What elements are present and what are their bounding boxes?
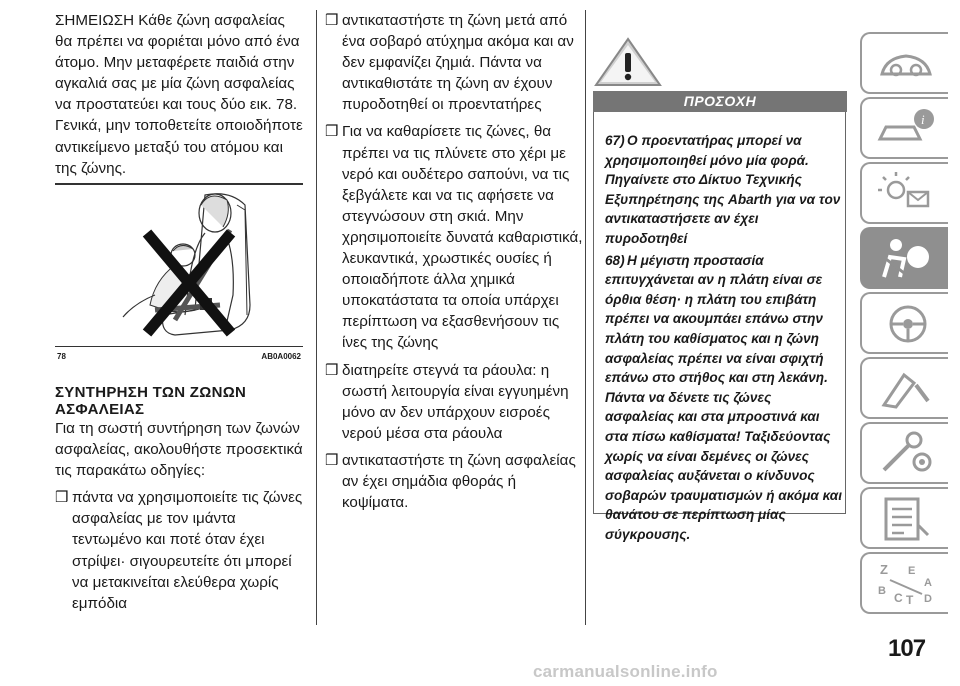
index-letter: C — [894, 591, 903, 605]
column-divider-1 — [316, 10, 317, 625]
car-dashboard-icon — [874, 40, 938, 88]
warning-item-text: Ο προεντατήρας μπορεί να χρησιμοποιηθεί μόνο μία φορά. Πηγαίνετε στο Δίκτυο Τεχνικής Εξυπηρέτησης της Abarth για να τον αντικαταστήσετε αν έχει πυροδοτηθεί — [605, 133, 841, 246]
section-title-line2: ΑΣΦΑΛΕΙΑΣ — [55, 401, 145, 418]
warning-item-68 — [605, 251, 843, 545]
figure-code: AB0A0062 — [261, 352, 301, 361]
warning-item-67 — [605, 131, 843, 249]
column-divider-2 — [585, 10, 586, 625]
list-item — [325, 360, 583, 444]
figure-78 — [55, 183, 303, 361]
section-title — [55, 384, 305, 418]
index-letter: D — [924, 593, 932, 605]
tab-car-info[interactable] — [860, 97, 948, 159]
warning-item-number: 67) — [605, 133, 625, 148]
index-letter: A — [924, 577, 932, 589]
tab-technical-data[interactable] — [860, 487, 948, 549]
section-body-col2 — [325, 10, 583, 519]
warning-triangle-icon — [593, 36, 663, 88]
index-letter: T — [906, 593, 914, 607]
bullet-list-col2 — [325, 10, 583, 513]
warning-item-text: Η μέγιστη προστασία επιτυγχάνεται αν η πλάτη είναι σε όρθια θέση· η πλάτη του επιβάτη πρέπει να ακουμπάει επάνω στην πλάτη του καθίσματος και η ζώνη ασφαλείας πρέπει να είναι σφιχτή επάνω στο στήθος και στη λεκάνη. Πάντα να δένετε τις ζώνες ασφαλείας και στα μπροστινά και στα πίσω καθίσματα! Ταξιδεύοντας χωρίς να είναι δεμένες οι ζώνες ασφαλείας αυξάνεται ο κίνδυνος σοβαρών τραυματισμών ή ακόμα και θανάτου σε περίπτωση μίας σύγκρουσης. — [605, 252, 842, 542]
checkbox-bullet-icon: ❒ — [325, 12, 339, 29]
index-letter: Z — [880, 562, 888, 577]
section-title-line1: ΣΥΝΤΗΡΗΣΗ ΤΩΝ ΖΩΝΩΝ — [55, 384, 247, 401]
car-info-icon — [874, 105, 938, 153]
list-item-text: πάντα να χρησιμοποιείτε τις ζώνες ασφαλείας με τον ιμάντα τεντωμένο και ποτέ όταν έχει στρίψει· σιγουρευτείτε ότι μπορεί να μετακινείται ελεύθερα χωρίς εμπόδια — [72, 489, 303, 612]
warning-lights-icon — [874, 170, 938, 218]
warning-heading: ΠΡΟΣΟΧΗ — [593, 91, 847, 112]
list-item — [325, 121, 583, 353]
technical-data-icon — [874, 495, 938, 543]
tab-maintenance[interactable] — [860, 422, 948, 484]
list-item — [55, 487, 305, 614]
tab-warning-lights[interactable] — [860, 162, 948, 224]
airbag-safety-icon — [874, 235, 938, 283]
watermark[interactable]: carmanualsonline.info — [533, 662, 718, 681]
tab-starting-driving[interactable] — [860, 292, 948, 354]
bullet-list-col1 — [55, 487, 305, 614]
warning-item-number: 68) — [605, 252, 625, 268]
list-item — [325, 10, 583, 115]
tab-emergency[interactable] — [860, 357, 948, 419]
alphabetical-index-icon — [874, 560, 938, 610]
svg-text:i: i — [921, 112, 925, 127]
list-item-text: αντικαταστήστε τη ζώνη ασφαλείας αν έχει σημάδια φθοράς ή κοψίματα. — [342, 451, 576, 512]
checkbox-bullet-icon: ❒ — [55, 489, 69, 507]
list-item-text: αντικαταστήστε τη ζώνη μετά από ένα σοβαρό ατύχημα ακόμα και αν δεν εμφανίζει ζημιά. Πάντα να αντικαθιστάτε τη ζώνη αν έχουν πυροδοτηθεί οι προεντατήρες — [342, 12, 574, 114]
tab-safety[interactable] — [860, 227, 948, 289]
maintenance-icon — [874, 430, 938, 478]
checkbox-bullet-icon: ❒ — [325, 451, 339, 469]
checkbox-bullet-icon: ❒ — [325, 123, 339, 141]
section-intro: Για τη σωστή συντήρηση των ζωνών ασφαλείας, ακολουθήστε προσεκτικά τις παρακάτω οδηγίες: — [55, 420, 303, 480]
emergency-icon — [874, 365, 938, 413]
warning-body — [605, 131, 843, 546]
figure-number: 78 — [57, 352, 66, 361]
intro-note-text: ΣΗΜΕΙΩΣΗ Κάθε ζώνη ασφαλείας θα πρέπει να φοριέται μόνο από ένα άτομο. Μην μεταφέρετε παιδιά στην αγκαλιά σας με μία ζώνη ασφαλείας να προστατεύει και τους δύο εικ. 78. Γενικά, μην τοποθετείτε οποιοδήποτε αντικείμενο μεταξύ του ατόμου και της ζώνης. — [55, 12, 303, 177]
list-item-text: διατηρείτε στεγνά τα ράουλα: η σωστή λειτουργία είναι εγγυημένη μόνο αν δεν υπάρχουν εισροές νερού μέσα στα ράουλα — [342, 361, 569, 442]
page-number: 107 — [888, 635, 926, 662]
list-item — [325, 450, 583, 513]
index-letter: B — [878, 585, 886, 597]
tab-index[interactable] — [860, 552, 948, 614]
figure-bottom-rule — [55, 346, 303, 347]
list-item-text: Για να καθαρίσετε τις ζώνες, θα πρέπει να τις πλύνετε στο χέρι με νερό και ουδέτερο σαπούνι, να τις ξεβγάλετε και να τις αφήσετε να στεγνώσουν στη σκιά. Μην χρησιμοποιείτε δυνατά καθαριστικά, λευκαντικά, χρωστικές ουσίες ή οποιαδήποτε άλλα χημικά υποκατάστατα τα οποία υπάρχει περίπτωση να εξασθενήσουν τις ίνες της ζώνης — [342, 123, 583, 352]
section-body-col1 — [55, 418, 305, 620]
index-letter: E — [908, 565, 916, 577]
starting-driving-icon — [874, 300, 938, 348]
checkbox-bullet-icon: ❒ — [325, 361, 339, 379]
intro-note — [55, 10, 305, 179]
child-in-seat-illustration — [55, 185, 303, 345]
tab-dashboard[interactable] — [860, 32, 948, 94]
